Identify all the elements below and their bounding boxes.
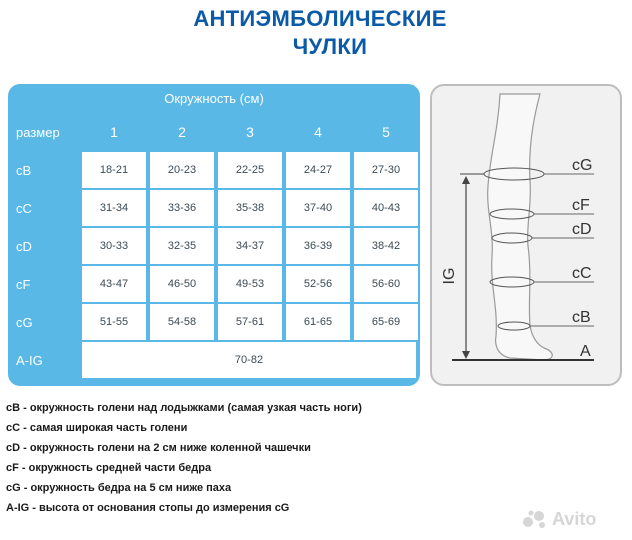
table-cell: 33-36 xyxy=(150,190,214,226)
table-cell: 51-55 xyxy=(82,304,146,340)
page-subtitle: ЧУЛКИ xyxy=(292,34,368,59)
table-cell: 43-47 xyxy=(82,266,146,302)
table-cell: 35-38 xyxy=(218,190,282,226)
leg-diagram-svg xyxy=(432,86,620,384)
table-cell: 30-33 xyxy=(82,228,146,264)
label-cb: cB xyxy=(572,309,591,326)
table-cell: 57-61 xyxy=(218,304,282,340)
label-a: A xyxy=(580,343,591,360)
page-title: АНТИЭМБОЛИЧЕСКИЕ xyxy=(193,6,447,31)
row-label: сD xyxy=(16,238,32,254)
table-cell: 61-65 xyxy=(286,304,350,340)
table-cell: 37-40 xyxy=(286,190,350,226)
table-cell: 49-53 xyxy=(218,266,282,302)
size-column-header: 1 xyxy=(110,124,118,140)
avito-watermark xyxy=(522,507,626,531)
table-cell: 36-39 xyxy=(286,228,350,264)
table-cell: 22-25 xyxy=(218,152,282,188)
table-cell: 40-43 xyxy=(354,190,418,226)
table-cell: 20-23 xyxy=(150,152,214,188)
label-cg: cG xyxy=(572,157,593,174)
ig-label: IG xyxy=(441,267,458,285)
table-cell: 24-27 xyxy=(286,152,350,188)
table-cell: 52-56 xyxy=(286,266,350,302)
size-header-label: размер xyxy=(16,124,60,140)
leg-diagram xyxy=(430,84,622,386)
legend-line: cF - окружность средней части бедра xyxy=(6,462,212,474)
legend-line: cG - окружность бедра на 5 см ниже паха xyxy=(6,482,232,494)
label-cc: cC xyxy=(572,265,592,282)
label-cf: cF xyxy=(572,197,590,214)
legend-line: сВ - окружность голени над лодыжками (самая узкая часть ноги) xyxy=(6,402,362,414)
table-cell: 46-50 xyxy=(150,266,214,302)
size-column-header: 3 xyxy=(246,124,254,140)
size-column-header: 5 xyxy=(382,124,390,140)
legend-line: cD - окружность голени на 2 см ниже коленной чашечки xyxy=(6,442,311,454)
legend-line: A-IG - высота от основания стопы до измерения cG xyxy=(6,502,290,514)
table-cell: 18-21 xyxy=(82,152,146,188)
row-label: сВ xyxy=(16,162,32,178)
table-cell: 38-42 xyxy=(354,228,418,264)
leg-outline xyxy=(488,94,553,360)
table-cell: 27-30 xyxy=(354,152,418,188)
row-label: сG xyxy=(16,314,33,330)
table-cell: 56-60 xyxy=(354,266,418,302)
size-column-header: 2 xyxy=(178,124,186,140)
size-table xyxy=(8,84,420,386)
table-cell: 32-35 xyxy=(150,228,214,264)
avito-logo-icon xyxy=(522,509,548,529)
label-cd: cD xyxy=(572,221,592,238)
table-caption: Окружность (см) xyxy=(164,91,264,106)
row-label-a-ig: A-IG xyxy=(16,352,43,368)
size-column-header: 4 xyxy=(314,124,322,140)
row-label: сF xyxy=(16,276,31,292)
a-ig-value-cell: 70-82 xyxy=(82,342,416,378)
watermark-text: Avito xyxy=(552,508,597,529)
table-cell: 31-34 xyxy=(82,190,146,226)
table-cell: 54-58 xyxy=(150,304,214,340)
table-cell: 65-69 xyxy=(354,304,418,340)
legend xyxy=(6,398,362,518)
row-label: сС xyxy=(16,200,32,216)
table-cell: 34-37 xyxy=(218,228,282,264)
legend-line: сС - самая широкая часть голени xyxy=(6,422,188,434)
